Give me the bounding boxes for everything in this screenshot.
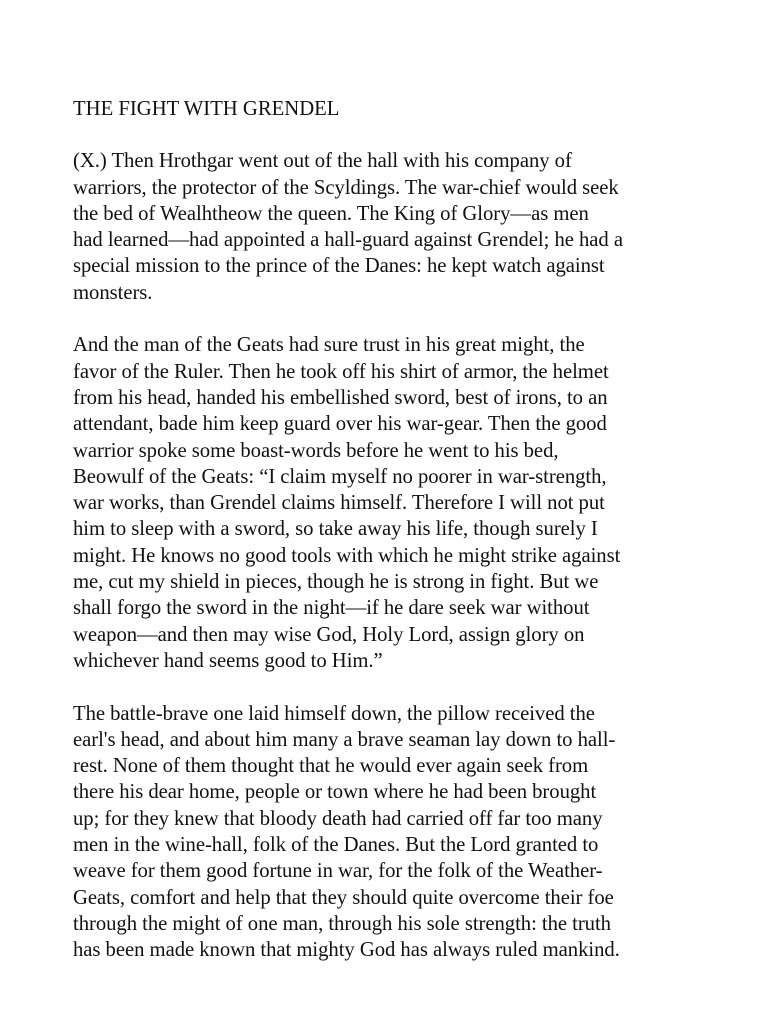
text-line: rest. None of them thought that he would ever again seek from <box>73 755 589 778</box>
text-line: war works, than Grendel claims himself. Therefore I will not put <box>73 492 605 515</box>
text-line: favor of the Ruler. Then he took off his shirt of armor, the helmet <box>73 360 609 383</box>
text-line: whichever hand seems good to Him.” <box>73 649 383 672</box>
text-line: warrior spoke some boast-words before he went to his bed, <box>73 439 559 462</box>
text-line: there his dear home, people or town where he had been brought <box>73 781 597 804</box>
paragraph-2 <box>73 332 699 674</box>
text-line: men in the wine-hall, folk of the Danes. But the Lord granted to <box>73 834 599 857</box>
text-line: weapon—and then may wise God, Holy Lord, assign glory on <box>73 623 585 646</box>
text-line: (X.) Then Hrothgar went out of the hall with his company of <box>73 150 572 173</box>
text-line: The battle-brave one laid himself down, the pillow received the <box>73 702 595 725</box>
text-line: him to sleep with a sword, so take away his life, though surely I <box>73 518 598 541</box>
text-line: monsters. <box>73 281 153 304</box>
text-line: Beowulf of the Geats: “I claim myself no poorer in war-strength, <box>73 465 607 488</box>
text-line: warriors, the protector of the Scyldings. The war-chief would seek <box>73 176 619 199</box>
text-line: me, cut my shield in pieces, though he is strong in fight. But we <box>73 571 599 594</box>
text-line: shall forgo the sword in the night—if he dare seek war without <box>73 597 590 620</box>
text-line: the bed of Wealhtheow the queen. The King of Glory—as men <box>73 202 589 225</box>
text-line: might. He knows no good tools with which he might strike against <box>73 544 621 567</box>
text-line: had learned—had appointed a hall-guard against Grendel; he had a <box>73 229 623 252</box>
text-line: has been made known that mighty God has always ruled mankind. <box>73 939 620 962</box>
text-line: Geats, comfort and help that they should quite overcome their foe <box>73 886 614 909</box>
text-line: through the might of one man, through his sole strength: the truth <box>73 912 611 935</box>
text-line: attendant, bade him keep guard over his war-gear. Then the good <box>73 413 607 436</box>
text-line: weave for them good fortune in war, for the folk of the Weather- <box>73 860 603 883</box>
text-line: up; for they knew that bloody death had carried off far too many <box>73 807 603 830</box>
text-line: earl's head, and about him many a brave seaman lay down to hall- <box>73 728 616 751</box>
chapter-title: THE FIGHT WITH GRENDEL <box>73 98 340 120</box>
paragraph-3 <box>73 701 699 964</box>
paragraph-1 <box>73 148 699 306</box>
text-line: from his head, handed his embellished sword, best of irons, to an <box>73 386 608 409</box>
text-line: special mission to the prince of the Danes: he kept watch against <box>73 255 605 278</box>
text-line: And the man of the Geats had sure trust in his great might, the <box>73 334 585 357</box>
document-page <box>73 96 699 990</box>
